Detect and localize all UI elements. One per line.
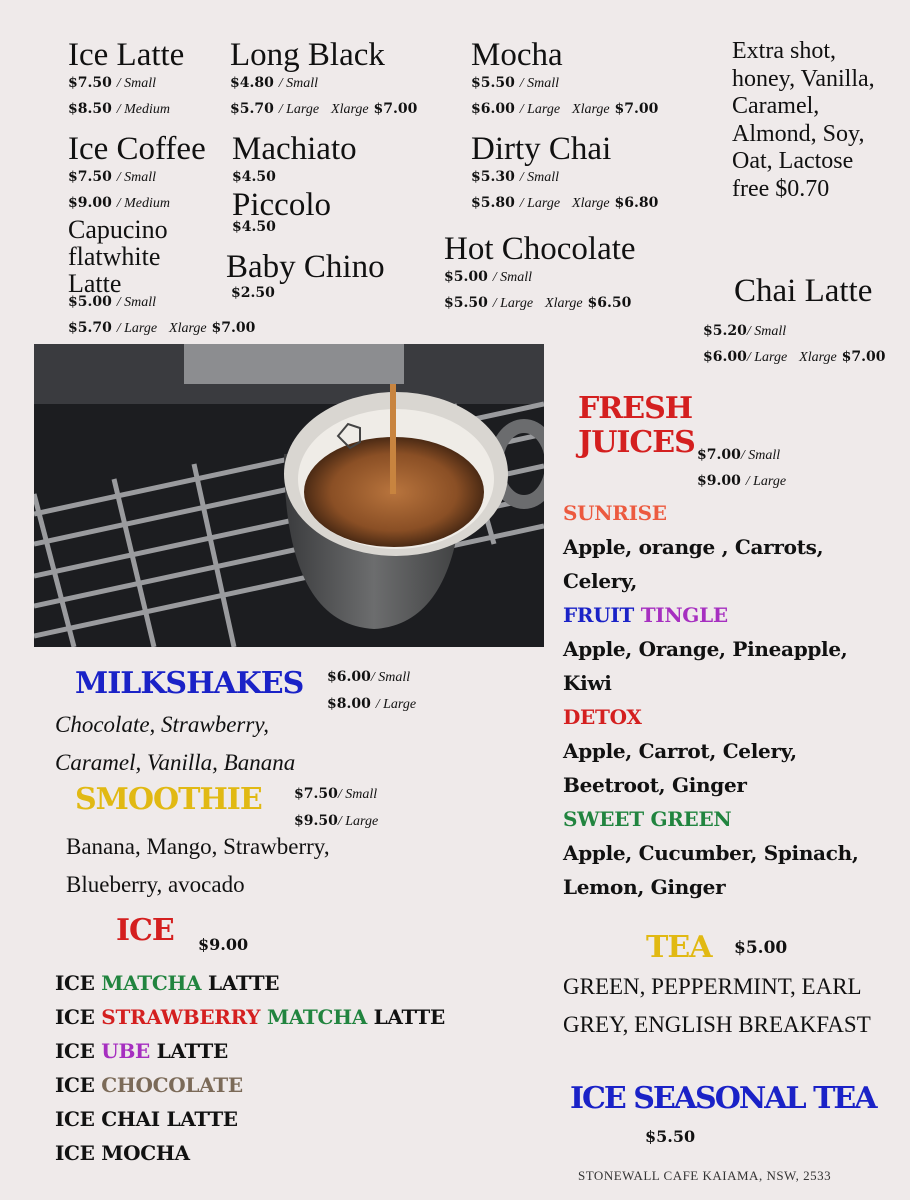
item-chai-latte-prices xyxy=(703,322,885,367)
ice-word: ICE xyxy=(55,1005,95,1029)
item-name: Piccolo xyxy=(232,187,331,223)
item-machiato xyxy=(232,132,357,186)
size: / Large xyxy=(337,814,379,829)
size: / Large xyxy=(278,102,320,117)
juice-ingredients: Celery, xyxy=(563,569,638,593)
smoothie-prices xyxy=(294,785,378,831)
price: $9.50 xyxy=(294,813,338,829)
xlarge-label: Xlarge xyxy=(545,296,583,311)
price: $5.50 xyxy=(444,295,488,311)
cafe-address: STONEWALL CAFE KAIAMA, NSW, 2533 xyxy=(578,1168,832,1183)
ube-word: UBE xyxy=(101,1039,150,1063)
size: / Medium xyxy=(116,102,170,117)
item-baby-chino xyxy=(226,250,385,302)
item-long-black xyxy=(230,38,417,119)
xlarge-label: Xlarge xyxy=(331,102,369,117)
ice-item xyxy=(55,1136,445,1170)
milkshakes-title: MILKSHAKES xyxy=(75,666,304,701)
matcha-word: MATCHA xyxy=(266,1005,367,1029)
size: / Large xyxy=(492,296,534,311)
heading-line: FRESH xyxy=(578,391,693,426)
fruit-word: FRUIT xyxy=(563,603,635,627)
item-name: Machiato xyxy=(232,131,357,167)
juice-ingredients: Apple, Orange, Pineapple, xyxy=(563,637,848,661)
latte-word: LATTE xyxy=(207,971,280,995)
xlarge-label: Xlarge xyxy=(169,321,207,336)
tea-line: GREEN, PEPPERMINT, EARL xyxy=(563,974,862,999)
xlarge-label: Xlarge xyxy=(572,196,610,211)
juice-ingredients: Beetroot, Ginger xyxy=(563,773,747,797)
item-dirty-chai xyxy=(471,132,658,213)
juice-name-fruit-tingle xyxy=(563,598,859,632)
ice-item xyxy=(55,966,445,1000)
price: $5.70 xyxy=(230,101,274,117)
ice-item xyxy=(55,1102,445,1136)
milkshake-prices xyxy=(327,668,416,714)
size: / Large xyxy=(745,474,787,489)
size: / Small xyxy=(337,787,378,802)
juice-ingredients: Kiwi xyxy=(563,671,612,695)
price: $5.80 xyxy=(471,195,515,211)
size: / Small xyxy=(740,448,781,463)
price: $4.50 xyxy=(232,169,276,185)
xlarge-label: Xlarge xyxy=(572,102,610,117)
item-name: Ice Coffee xyxy=(68,131,206,167)
size: / Large xyxy=(746,350,788,365)
ice-word: ICE xyxy=(55,1107,95,1131)
flavour-line: Caramel, Vanilla, Banana xyxy=(55,750,296,775)
price: $7.00 xyxy=(373,101,418,117)
smoothie-title: SMOOTHIE xyxy=(75,782,262,817)
tea-title: TEA xyxy=(646,930,712,965)
size: / Small xyxy=(746,324,787,339)
price: $9.00 xyxy=(697,473,741,489)
size: / Large xyxy=(375,697,417,712)
ice-list xyxy=(55,966,445,1170)
price: $6.00 xyxy=(471,101,515,117)
price: $5.30 xyxy=(471,169,515,185)
tea-flavours xyxy=(563,968,871,1044)
mocha-word: MOCHA xyxy=(101,1141,190,1165)
item-chai-latte-name: Chai Latte xyxy=(734,273,873,309)
price: $5.70 xyxy=(68,320,112,336)
smoothie-flavours xyxy=(66,828,330,904)
price: $5.00 xyxy=(68,294,112,310)
item-name: Capucino xyxy=(68,215,168,244)
price: $6.00 xyxy=(327,669,371,685)
juice-ingredients: Apple, Cucumber, Spinach, xyxy=(563,841,859,865)
price: $7.00 xyxy=(211,320,256,336)
size: / Large xyxy=(519,196,561,211)
size: / Large xyxy=(519,102,561,117)
ice-word: ICE xyxy=(55,1073,95,1097)
fresh-juices-title xyxy=(578,392,695,460)
item-name: Mocha xyxy=(471,37,563,73)
price: $7.50 xyxy=(68,75,112,91)
milkshake-flavours xyxy=(55,706,295,782)
price: $5.50 xyxy=(471,75,515,91)
size: / Small xyxy=(370,670,411,685)
flavour-line: Blueberry, avocado xyxy=(66,872,245,897)
price: $7.50 xyxy=(68,169,112,185)
item-name: Latte xyxy=(68,269,122,298)
flavour-line: Banana, Mango, Strawberry, xyxy=(66,834,330,859)
juice-ingredients: Apple, Carrot, Celery, xyxy=(563,739,797,763)
matcha-word: MATCHA xyxy=(101,971,202,995)
item-ice-latte xyxy=(68,38,184,119)
price: $6.50 xyxy=(587,295,632,311)
price: $7.50 xyxy=(294,786,338,802)
item-name: Hot Chocolate xyxy=(444,231,636,267)
size: / Small xyxy=(519,170,559,185)
ice-item xyxy=(55,1000,445,1034)
juice-name-sunrise: SUNRISE xyxy=(563,501,667,525)
tingle-word: TINGLE xyxy=(640,603,728,627)
ice-item xyxy=(55,1068,445,1102)
price: $4.50 xyxy=(232,219,276,235)
strawberry-word: STRAWBERRY xyxy=(101,1005,261,1029)
extras-text: Extra shot, honey, Vanilla, Caramel, Almond, Soy, Oat, Lactose free $0.70 xyxy=(732,38,875,202)
juice-name-sweet-green: SWEET GREEN xyxy=(563,807,732,831)
juice-prices xyxy=(697,446,786,491)
juice-ingredients: Lemon, Ginger xyxy=(563,875,726,899)
juice-name-detox: DETOX xyxy=(563,705,642,729)
tea-line: GREY, ENGLISH BREAKFAST xyxy=(563,1012,871,1037)
price: $7.00 xyxy=(614,101,659,117)
ice-seasonal-tea-price: $5.50 xyxy=(645,1127,696,1146)
item-name: Long Black xyxy=(230,37,385,73)
ice-word: ICE xyxy=(55,971,95,995)
latte-word: LATTE xyxy=(156,1039,228,1063)
price: $8.50 xyxy=(68,101,112,117)
chocolate-word: CHOCOLATE xyxy=(101,1073,243,1097)
size: / Small xyxy=(492,270,532,285)
price: $7.00 xyxy=(697,447,741,463)
flavour-line: Chocolate, Strawberry, xyxy=(55,712,270,737)
size: / Small xyxy=(116,170,156,185)
item-name: flatwhite xyxy=(68,242,161,271)
price: $6.00 xyxy=(703,349,747,365)
heading-line: JUICES xyxy=(578,425,695,460)
juice-list xyxy=(563,496,859,904)
item-mocha xyxy=(471,38,658,119)
item-name: Dirty Chai xyxy=(471,131,612,167)
price: $2.50 xyxy=(231,285,275,301)
ice-item xyxy=(55,1034,445,1068)
size: / Small xyxy=(519,76,559,91)
ice-word: ICE xyxy=(55,1141,95,1165)
size: / Large xyxy=(116,321,158,336)
size: / Small xyxy=(116,76,156,91)
price: $7.00 xyxy=(841,349,886,365)
ice-word: ICE xyxy=(55,1039,95,1063)
price: $5.20 xyxy=(703,323,747,339)
size: / Medium xyxy=(116,196,170,211)
price: $9.00 xyxy=(68,195,112,211)
item-name: Baby Chino xyxy=(226,249,385,285)
item-ice-coffee xyxy=(68,132,206,213)
price: $4.80 xyxy=(230,75,274,91)
size: / Small xyxy=(116,295,156,310)
chai-latte-word: CHAI LATTE xyxy=(101,1107,238,1131)
item-name: Ice Latte xyxy=(68,37,185,73)
espresso-cup-photo xyxy=(34,344,544,647)
price: $8.00 xyxy=(327,696,371,712)
ice-seasonal-tea-title: ICE SEASONAL TEA xyxy=(570,1081,876,1116)
ice-price: $9.00 xyxy=(198,935,249,954)
price: $5.00 xyxy=(444,269,488,285)
tea-price: $5.00 xyxy=(734,938,788,958)
ice-title: ICE xyxy=(116,913,174,948)
item-hot-chocolate xyxy=(444,232,636,313)
price: $6.80 xyxy=(614,195,659,211)
xlarge-label: Xlarge xyxy=(799,350,837,365)
size: / Small xyxy=(278,76,318,91)
juice-ingredients: Apple, orange , Carrots, xyxy=(563,535,824,559)
latte-word: LATTE xyxy=(373,1005,445,1029)
